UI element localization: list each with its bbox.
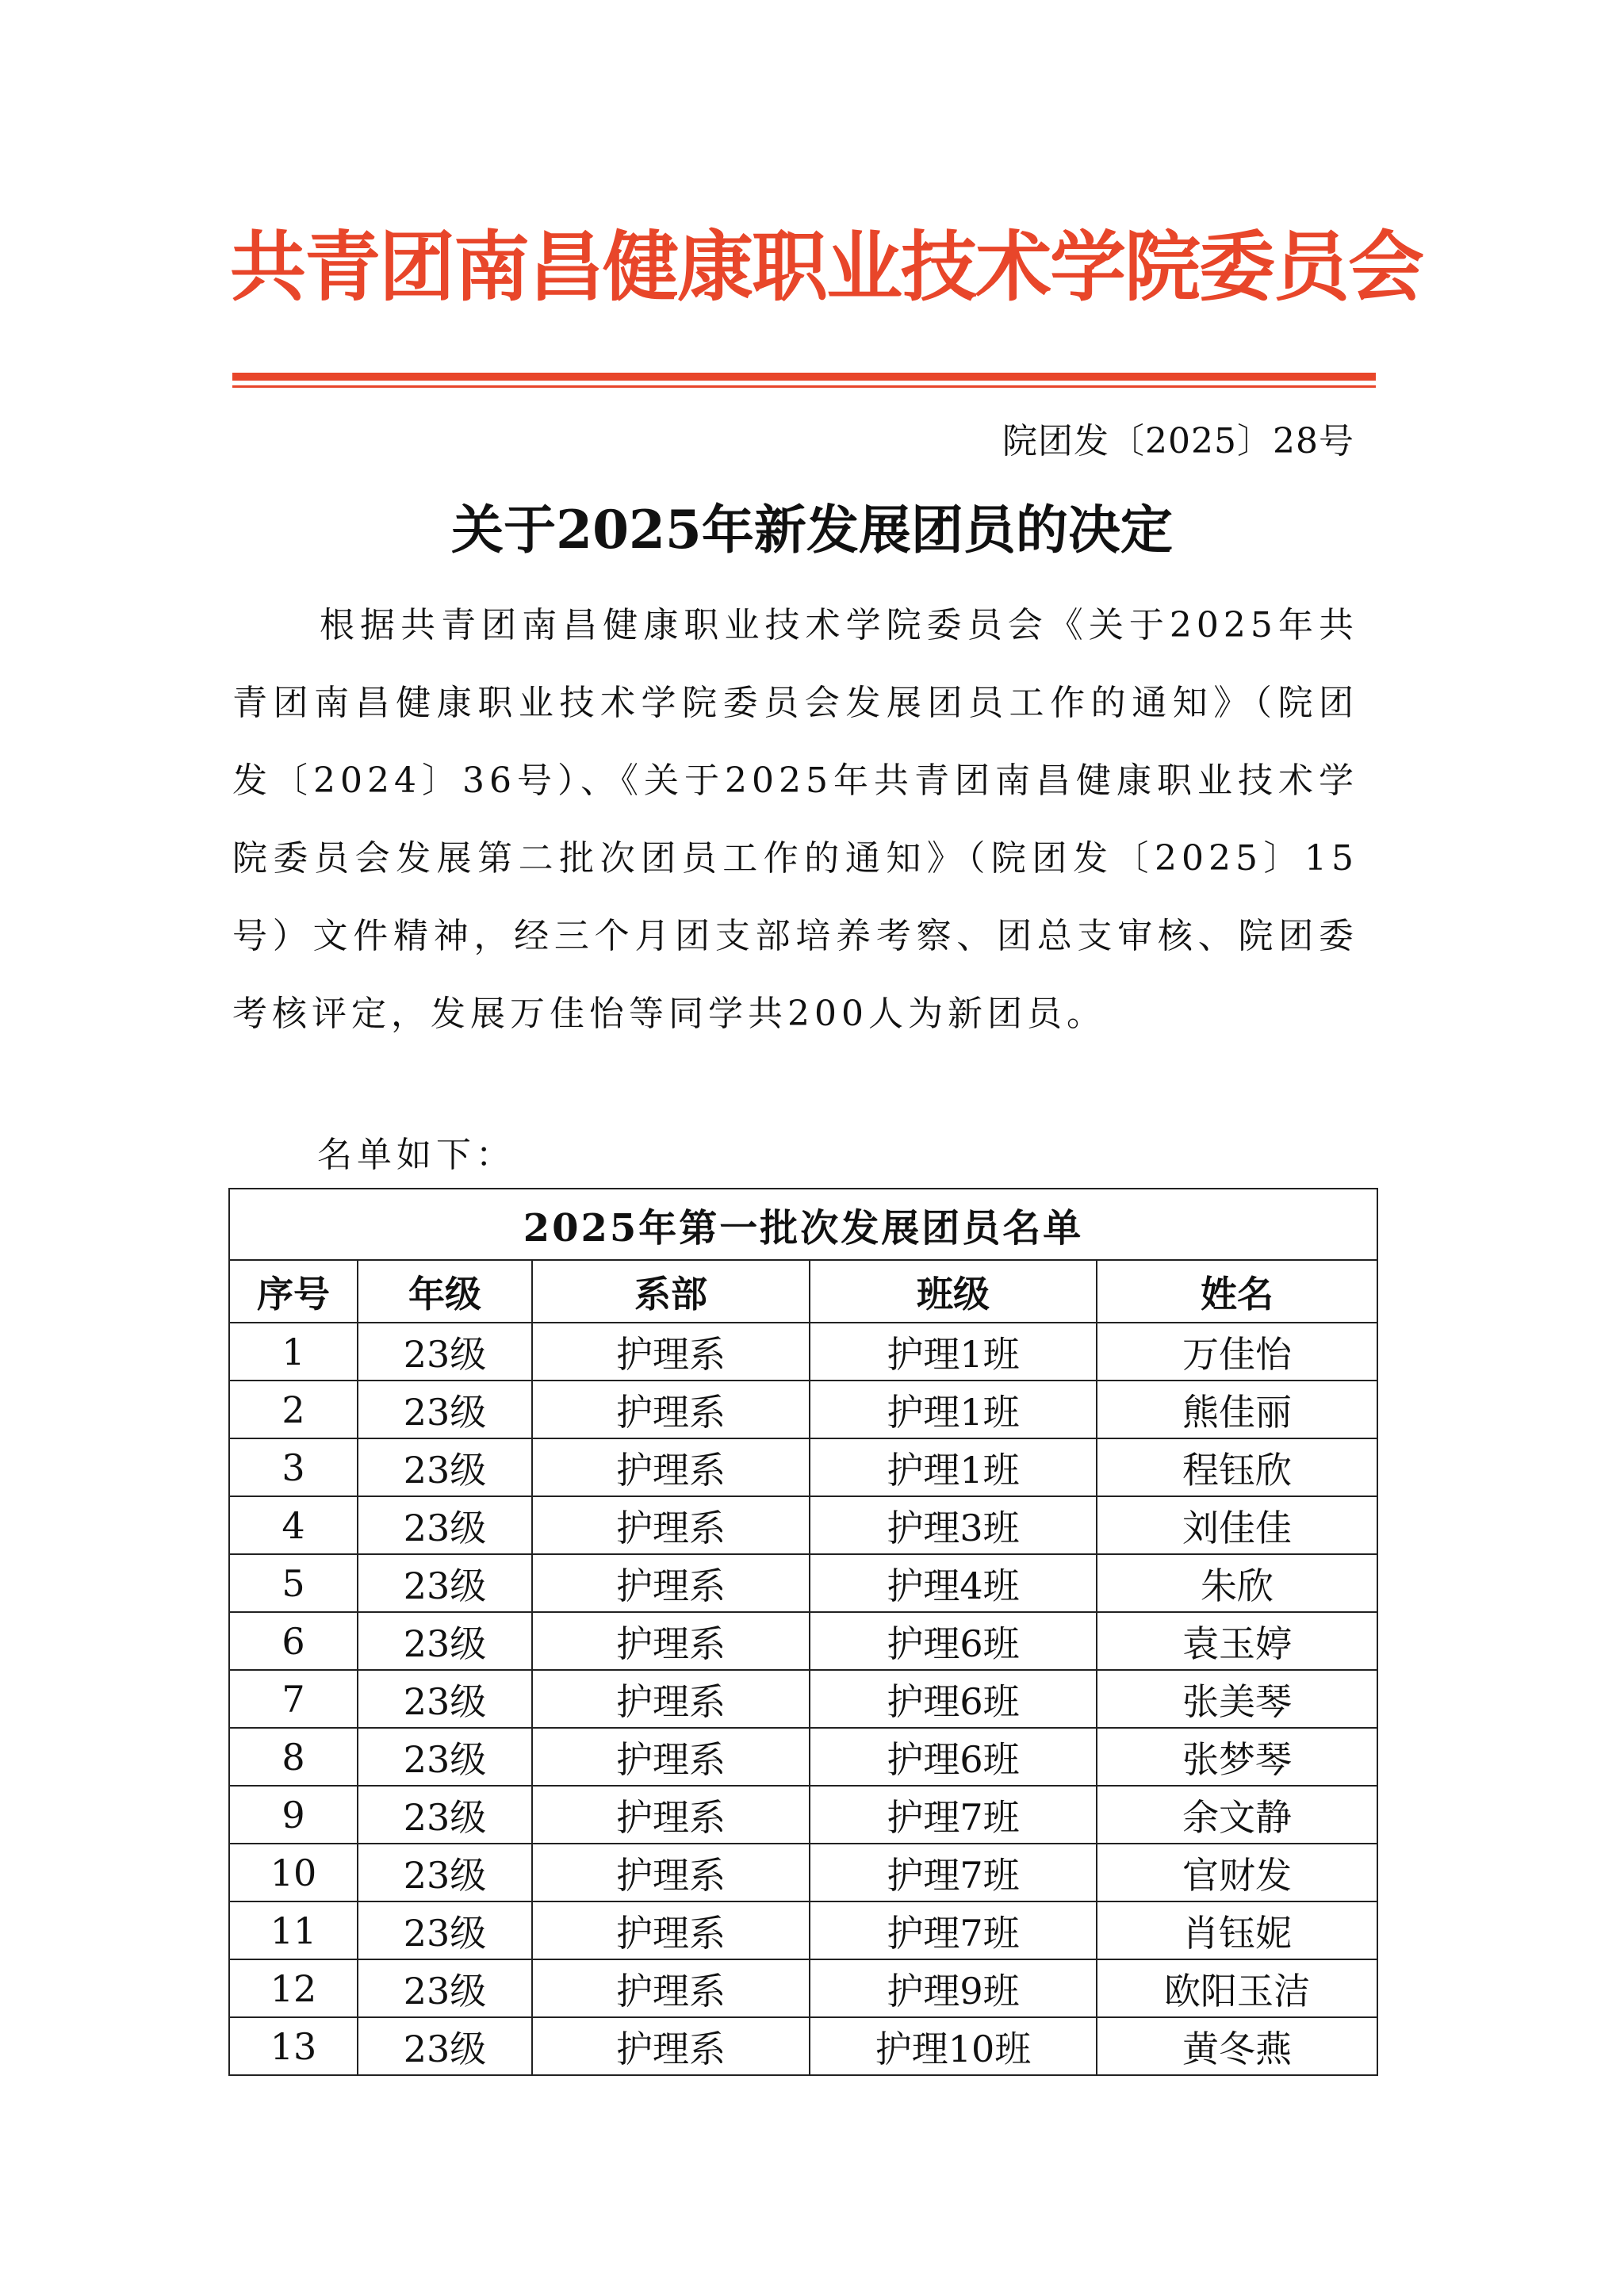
table-header-row	[229, 1260, 1377, 1323]
cell-index: 9	[229, 1786, 358, 1844]
body-paragraph: 根据共青团南昌健康职业技术学院委员会《关于2025年共青团南昌健康职业技术学院委员会发展团员工作的通知》（院团发〔2024〕36号）、《关于2025年共青团南昌健康职业技术学院委员会发展第二批次团员工作的通知》（院团发〔2025〕15号）文件精神，经三个月团支部培养考察、团总支审核、院团委考核评定，发展万佳怡等同学共200人为新团员。	[232, 605, 1358, 1034]
cell-department: 护理系	[532, 1670, 810, 1728]
cell-department: 护理系	[532, 1554, 810, 1612]
cell-name: 肖钰妮	[1097, 1901, 1377, 1959]
issuing-organization-header: 共青团南昌健康职业技术学院委员会	[230, 223, 1423, 312]
list-intro: 名单如下：	[317, 1135, 515, 1175]
cell-class: 护理6班	[810, 1670, 1097, 1728]
header-grade: 年级	[358, 1260, 532, 1323]
cell-name: 张美琴	[1097, 1670, 1377, 1728]
header-department: 系部	[532, 1260, 810, 1323]
cell-department: 护理系	[532, 1496, 810, 1554]
header-class: 班级	[810, 1260, 1097, 1323]
cell-grade: 23级	[358, 1786, 532, 1844]
cell-department: 护理系	[532, 1786, 810, 1844]
table-row	[229, 1728, 1377, 1786]
table-caption-row	[229, 1189, 1377, 1260]
cell-index: 2	[229, 1381, 358, 1438]
table-row	[229, 1959, 1377, 2017]
cell-class: 护理10班	[810, 2017, 1097, 2075]
cell-grade: 23级	[358, 1323, 532, 1381]
cell-grade: 23级	[358, 1959, 532, 2017]
cell-grade: 23级	[358, 1554, 532, 1612]
cell-grade: 23级	[358, 1728, 532, 1786]
cell-class: 护理6班	[810, 1728, 1097, 1786]
cell-department: 护理系	[532, 1901, 810, 1959]
cell-name: 欧阳玉洁	[1097, 1959, 1377, 2017]
cell-class: 护理1班	[810, 1381, 1097, 1438]
cell-grade: 23级	[358, 1612, 532, 1670]
cell-grade: 23级	[358, 1496, 532, 1554]
cell-class: 护理6班	[810, 1612, 1097, 1670]
table-row	[229, 1786, 1377, 1844]
cell-index: 6	[229, 1612, 358, 1670]
cell-department: 护理系	[532, 1728, 810, 1786]
cell-class: 护理1班	[810, 1323, 1097, 1381]
cell-class: 护理9班	[810, 1959, 1097, 2017]
cell-name: 黄冬燕	[1097, 2017, 1377, 2075]
cell-index: 3	[229, 1438, 358, 1496]
cell-class: 护理7班	[810, 1786, 1097, 1844]
cell-name: 万佳怡	[1097, 1323, 1377, 1381]
table-row	[229, 2017, 1377, 2075]
table-row	[229, 1554, 1377, 1612]
cell-name: 朱欣	[1097, 1554, 1377, 1612]
cell-department: 护理系	[532, 1323, 810, 1381]
table-row	[229, 1496, 1377, 1554]
cell-class: 护理3班	[810, 1496, 1097, 1554]
cell-index: 13	[229, 2017, 358, 2075]
cell-name: 官财发	[1097, 1844, 1377, 1901]
header-red-rule-thin	[232, 385, 1376, 388]
header-index: 序号	[229, 1260, 358, 1323]
cell-index: 5	[229, 1554, 358, 1612]
cell-grade: 23级	[358, 1901, 532, 1959]
cell-department: 护理系	[532, 1438, 810, 1496]
cell-department: 护理系	[532, 1844, 810, 1901]
table-row	[229, 1612, 1377, 1670]
cell-name: 刘佳佳	[1097, 1496, 1377, 1554]
table-caption: 2025年第一批次发展团员名单	[229, 1189, 1377, 1260]
cell-department: 护理系	[532, 2017, 810, 2075]
table-row	[229, 1901, 1377, 1959]
document-number: 院团发〔2025〕28号	[1002, 421, 1354, 461]
cell-index: 1	[229, 1323, 358, 1381]
cell-class: 护理4班	[810, 1554, 1097, 1612]
table-row	[229, 1844, 1377, 1901]
cell-grade: 23级	[358, 1381, 532, 1438]
cell-index: 11	[229, 1901, 358, 1959]
table-row	[229, 1670, 1377, 1728]
cell-grade: 23级	[358, 1844, 532, 1901]
cell-name: 程钰欣	[1097, 1438, 1377, 1496]
cell-name: 袁玉婷	[1097, 1612, 1377, 1670]
cell-index: 4	[229, 1496, 358, 1554]
cell-grade: 23级	[358, 1438, 532, 1496]
cell-index: 7	[229, 1670, 358, 1728]
cell-index: 12	[229, 1959, 358, 2017]
table-row	[229, 1438, 1377, 1496]
table-body	[229, 1323, 1377, 2075]
cell-class: 护理7班	[810, 1901, 1097, 1959]
cell-grade: 23级	[358, 1670, 532, 1728]
cell-name: 熊佳丽	[1097, 1381, 1377, 1438]
cell-class: 护理7班	[810, 1844, 1097, 1901]
header-red-rule-thick	[232, 373, 1376, 381]
cell-department: 护理系	[532, 1959, 810, 2017]
cell-department: 护理系	[532, 1381, 810, 1438]
table-row	[229, 1323, 1377, 1381]
table-row	[229, 1381, 1377, 1438]
cell-class: 护理1班	[810, 1438, 1097, 1496]
header-name: 姓名	[1097, 1260, 1377, 1323]
cell-grade: 23级	[358, 2017, 532, 2075]
cell-index: 8	[229, 1728, 358, 1786]
cell-name: 张梦琴	[1097, 1728, 1377, 1786]
cell-name: 余文静	[1097, 1786, 1377, 1844]
member-roster-table	[228, 1188, 1378, 2076]
document-title: 关于2025年新发展团员的决定	[451, 499, 1173, 561]
cell-department: 护理系	[532, 1612, 810, 1670]
cell-index: 10	[229, 1844, 358, 1901]
